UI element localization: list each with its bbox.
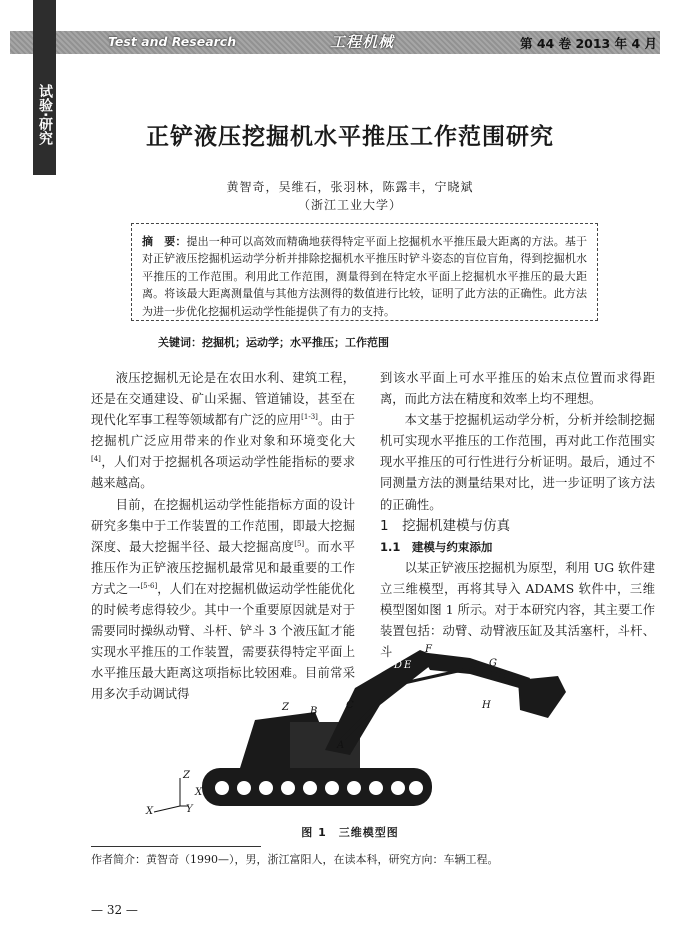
paragraph: 液压挖掘机无论是在农田水利、建筑工程，还是在交通建设、矿山采掘、管道铺设，甚至在现代化军事工程等领域都有广泛的应用[1-3]。由于挖掘机广泛应用带来的作业对象和环境变化大[4]，人们对于挖掘机各项运动学性能指标的要求越来越高。 [91, 371, 355, 491]
paragraph: 以某正铲液压挖掘机为原型，利用 UG 软件建立三维模型，再将其导入 ADAMS 软件中，三维模型图如图 1 所示。对于本研究内容，其主要工作装置包括：动臂、动臂液压缸及其活塞杆，斗杆、斗 [380, 560, 655, 660]
page-number: — 32 — [91, 903, 138, 917]
citation: [4] [91, 455, 101, 464]
excavator-illustration [140, 630, 580, 820]
paragraph: 到该水平面上可水平推压的始末点位置而求得距离，而此方法在精度和效率上均不理想。 [380, 371, 655, 407]
label-E: E [404, 660, 412, 671]
section-side-label: 试验·研究 [37, 84, 53, 146]
article-authors: 黄智奇，吴维石，张羽林，陈露丰，宁晓斌 [226, 180, 474, 194]
stick [420, 652, 530, 690]
label-B: B [310, 706, 318, 717]
label-G: G [489, 658, 497, 669]
footnote-divider [91, 846, 261, 847]
excavator-model-figure [140, 630, 580, 820]
subsection-heading: 1.1 建模与约束添加 [380, 539, 493, 554]
label-H: H [482, 700, 491, 711]
article-title: 正铲液压挖掘机水平推压工作范围研究 [146, 124, 554, 150]
header-english-title: Test and Research [108, 34, 237, 49]
axis-label-x: X [146, 806, 154, 817]
citation: [5] [294, 539, 305, 548]
axis-label-x-origin: X [195, 787, 203, 798]
abstract-label: 摘 要： [142, 235, 187, 248]
abstract-box [131, 223, 598, 321]
citation: [1-3] [301, 413, 318, 422]
coordinate-axes [154, 778, 188, 812]
label-D: D [394, 660, 403, 671]
article-affiliation: （浙江工业大学） [297, 198, 402, 212]
figure-caption: 图 1 三维模型图 [301, 826, 399, 839]
paragraph: 本文基于挖掘机运动学分析，分析并绘制挖掘机可实现水平推压的工作范围，再对此工作范围实现水平推压的可行性进行分析证明。最后，通过不同测量方法的测量结果对比，进一步证明了该方法的正确性。 [380, 413, 655, 512]
header-issue-info: 第 44 卷 2013 年 4 月 [520, 36, 657, 51]
label-A: A [337, 740, 345, 751]
label-C: C [346, 700, 354, 711]
header-journal-name: 工程机械 [330, 33, 395, 51]
section-heading: 1 挖掘机建模与仿真 [380, 517, 511, 534]
paragraph: 目前，在挖掘机运动学性能指标方面的设计研究多集中于工作装置的工作范围，即最大挖掘深度、最大挖掘半径、最大挖掘高度[5]。而水平推压作为正铲液压挖掘机最常见和最重要的工作方式之一[5-6]，人们在对挖掘机做运动学性能优化的时候考虑得较少。其中一个重要原因就是对于需要同时操纵动臂、斗杆、铲斗 3 个液压缸才能实现水平推压的工作装置，需要获得特定平面上水平推压最大距离这项指标比较困难。目前常采用多次手动调试得 [91, 497, 355, 702]
axis-label-z: Z [183, 770, 190, 781]
label-F: F [425, 644, 432, 655]
label-Z: Z [282, 702, 289, 713]
abstract-text: 提出一种可以高效而精确地获得特定平面上挖掘机水平推压最大距离的方法。基于对正铲液压挖掘机运动学分析并排除挖掘机水平推压时铲斗姿态的盲位盲角，得到挖掘机水平推压的工作范围。利用此工作范围，测量得到在特定水平面上挖掘机水平推压的最大距离。将该最大距离测量值与其他方法测得的数值进行比较，证明了此方法的正确性。此方法为进一步优化挖掘机运动学性能提供了有力的支持。 [142, 235, 588, 318]
axis-label-y: Y [186, 804, 193, 815]
body-right-column [380, 368, 655, 663]
author-note: 作者简介：黄智奇（1990—），男，浙江富阳人，在读本科，研究方向：车辆工程。 [91, 853, 499, 866]
bucket [518, 676, 566, 718]
keywords: 关键词：挖掘机；运动学；水平推压；工作范围 [158, 336, 389, 349]
citation: [5-6] [140, 581, 158, 590]
